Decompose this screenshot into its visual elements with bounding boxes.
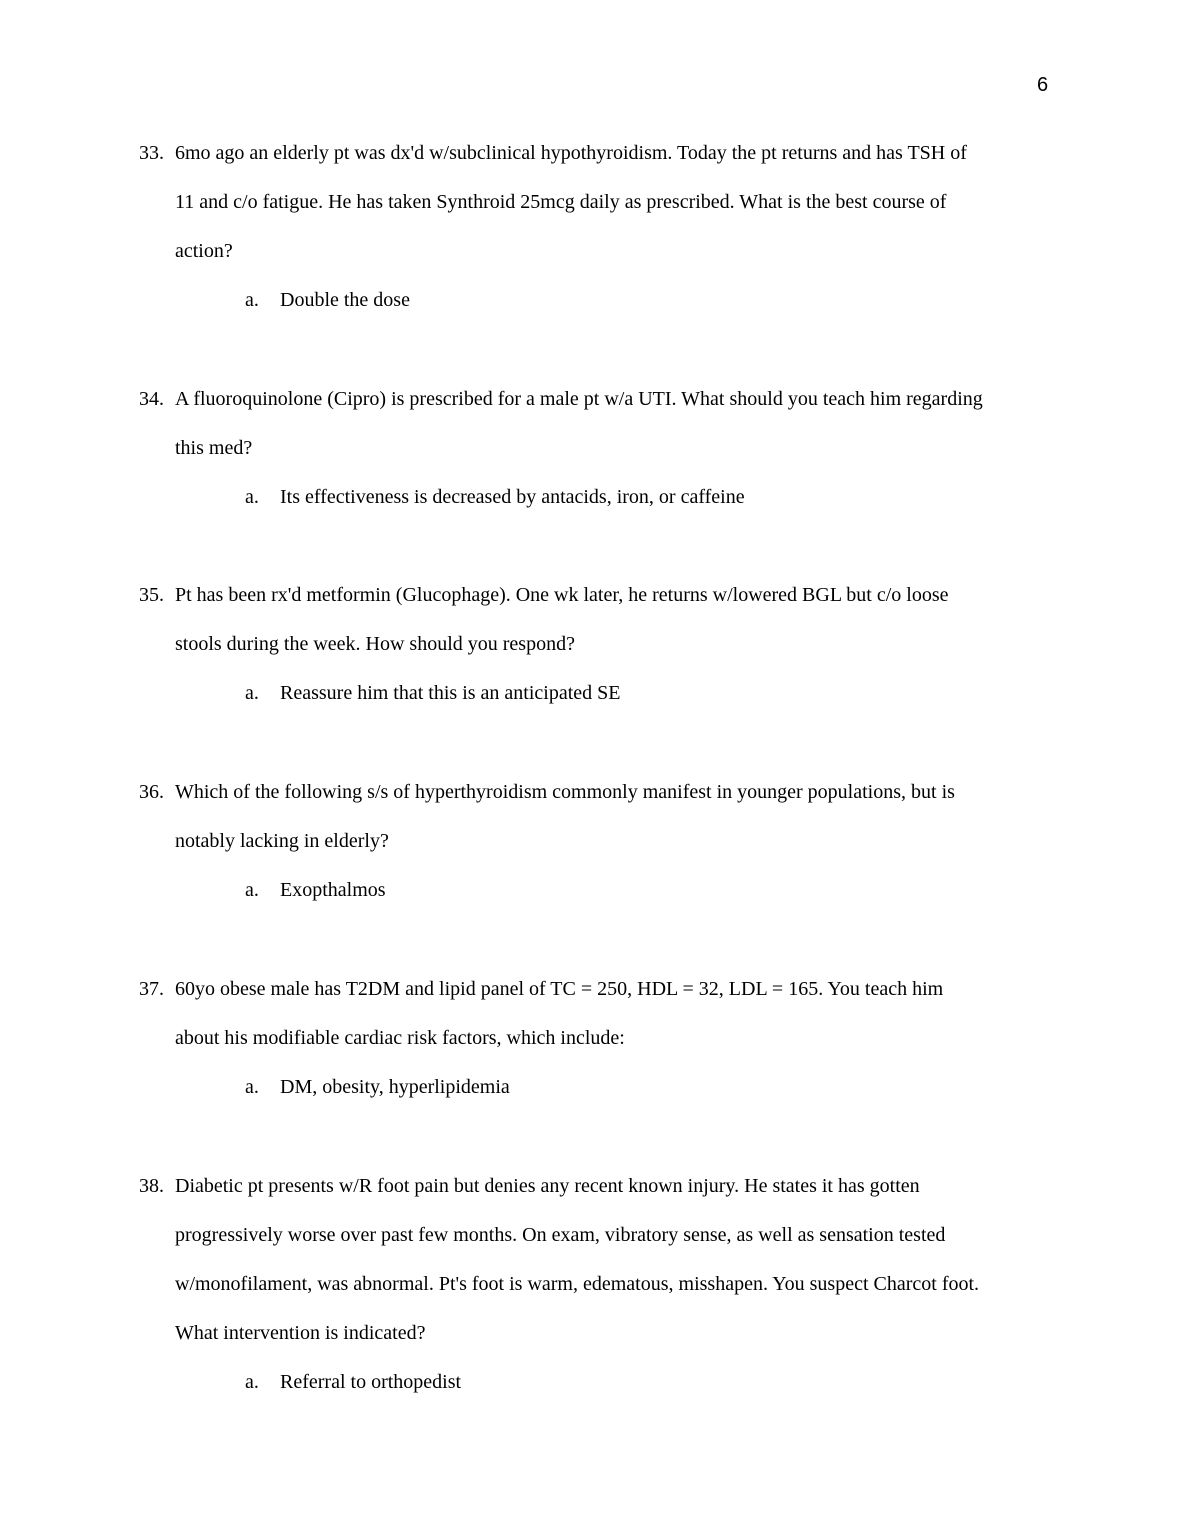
question-number: 34.: [139, 388, 164, 410]
question-text: A fluoroquinolone (Cipro) is prescribed for a male pt w/a UTI. What should you teach him regarding this med?: [175, 388, 983, 459]
question-number: 35.: [139, 584, 164, 606]
answer-text: Exopthalmos: [280, 879, 386, 901]
answer-text: Reassure him that this is an anticipated SE: [280, 682, 621, 704]
answer-item: [139, 866, 1059, 915]
question-34: [139, 375, 1059, 522]
question-text: 60yo obese male has T2DM and lipid panel of TC = 250, HDL = 32, LDL = 165. You teach him about his modifiable cardiac risk factors, which include:: [175, 978, 944, 1049]
question-text: 6mo ago an elderly pt was dx'd w/subclinical hypothyroidism. Today the pt returns and has TSH of 11 and c/o fatigue. He has taken Synthroid 25mcg daily as prescribed. What is the best course of action?: [175, 142, 967, 262]
answer-text: DM, obesity, hyperlipidemia: [280, 1076, 510, 1098]
answer-letter: a.: [245, 682, 259, 704]
question-36: [139, 768, 1059, 915]
question-number: 33.: [139, 142, 164, 164]
question-38: [139, 1162, 1059, 1407]
answer-letter: a.: [245, 1371, 259, 1393]
answer-item: [139, 473, 1059, 522]
question-35: [139, 571, 1059, 718]
question-37: [139, 965, 1059, 1112]
question-text: Which of the following s/s of hyperthyroidism commonly manifest in younger populations, but is notably lacking in elderly?: [175, 781, 955, 852]
question-33: [139, 129, 1059, 325]
answer-letter: a.: [245, 879, 259, 901]
answer-text: Its effectiveness is decreased by antacids, iron, or caffeine: [280, 486, 745, 508]
question-text: Diabetic pt presents w/R foot pain but denies any recent known injury. He states it has gotten progressively worse over past few months. On exam, vibratory sense, as well as sensation tested w/monofilament, was abnormal. Pt's foot is warm, edematous, misshapen. You suspect Charcot foot. What intervention is indicated?: [175, 1175, 980, 1344]
question-number: 37.: [139, 978, 164, 1000]
answer-text: Referral to orthopedist: [280, 1371, 462, 1393]
answer-item: [139, 276, 1059, 325]
question-text: Pt has been rx'd metformin (Glucophage). One wk later, he returns w/lowered BGL but c/o loose stools during the week. How should you respond?: [175, 584, 949, 655]
answer-item: [139, 669, 1059, 718]
page-number: 6: [1037, 74, 1049, 96]
answer-letter: a.: [245, 289, 259, 311]
question-number: 38.: [139, 1175, 164, 1197]
answer-letter: a.: [245, 486, 259, 508]
question-number: 36.: [139, 781, 164, 803]
answer-text: Double the dose: [280, 289, 410, 311]
answer-letter: a.: [245, 1076, 259, 1098]
answer-item: [139, 1358, 1059, 1407]
answer-item: [139, 1063, 1059, 1112]
